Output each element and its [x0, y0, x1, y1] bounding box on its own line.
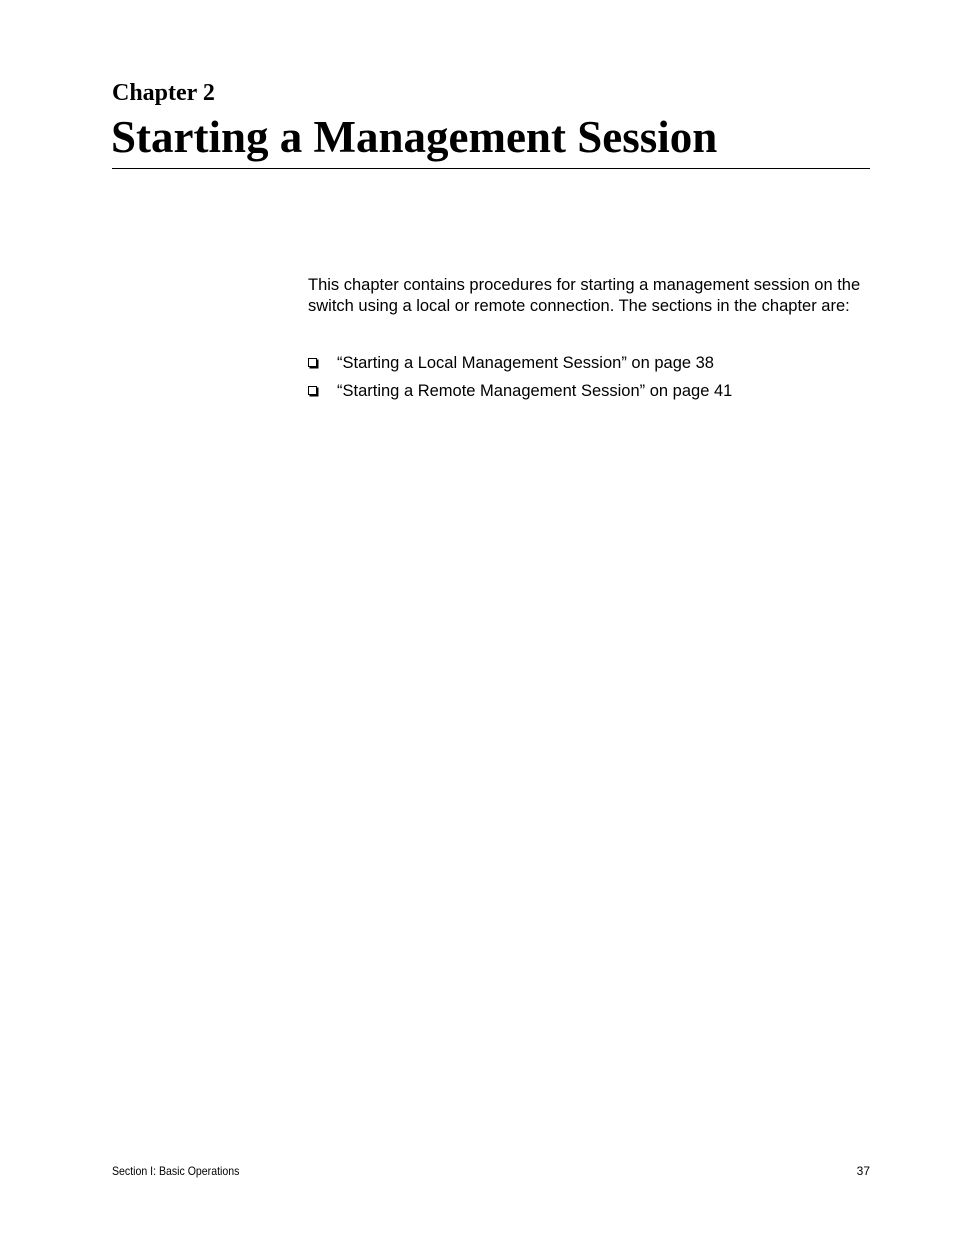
footer-section-name: Section I: Basic Operations — [112, 1164, 240, 1178]
title-rule — [112, 168, 870, 169]
section-link-label: “Starting a Remote Management Session” on page 41 — [337, 382, 733, 400]
hollow-square-bullet-icon — [308, 386, 317, 395]
intro-paragraph: This chapter contains procedures for starting a management session on the switch using a local or remote connection. The sections in the chapter are: — [308, 276, 861, 315]
section-link-remote-management[interactable] — [308, 381, 732, 402]
section-link-label: “Starting a Local Management Session” on page 38 — [337, 354, 714, 372]
section-link-local-management[interactable] — [308, 353, 732, 374]
chapter-label: Chapter 2 — [112, 80, 215, 106]
section-list — [308, 353, 732, 409]
hollow-square-bullet-icon — [308, 358, 317, 367]
chapter-title: Starting a Management Session — [111, 112, 718, 162]
footer-page-number: 37 — [856, 1164, 870, 1178]
